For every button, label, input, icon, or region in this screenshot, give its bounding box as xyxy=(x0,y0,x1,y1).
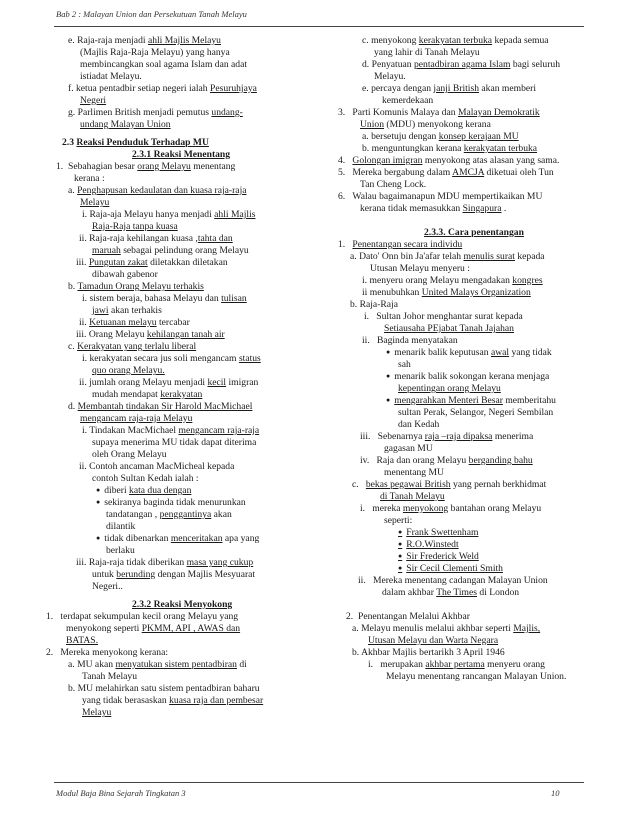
text: menyokong xyxy=(371,35,417,46)
text-line xyxy=(68,83,257,95)
text-line: Melayu xyxy=(82,707,112,718)
text-line xyxy=(66,623,240,635)
text-line xyxy=(92,569,255,581)
text-line xyxy=(362,287,531,299)
list-marker: b. xyxy=(68,683,76,694)
text: diberi xyxy=(104,485,127,496)
list-marker: a. xyxy=(68,659,75,670)
text: dalam akhbar xyxy=(382,587,434,598)
text-line: di Tanah Melayu xyxy=(380,491,445,502)
underlined-term: kerakyatan terbuka xyxy=(463,143,538,154)
subsection-heading: 2.3.2 Reaksi Menyokong xyxy=(132,599,233,610)
underlined-term: pentadbiran agama Islam xyxy=(413,59,511,70)
text-line: Melayu. xyxy=(374,71,406,82)
list-marker: 1. xyxy=(46,611,54,622)
list-marker: ii. xyxy=(79,461,87,472)
underlined-term: kata dua dengan xyxy=(129,485,192,496)
list-marker: i. xyxy=(82,425,88,436)
text-line xyxy=(68,185,247,197)
text-line xyxy=(362,335,458,347)
underlined-term: raja –raja dipaksa xyxy=(424,431,493,442)
text-line: Utusan Melayu dan Warta Negara xyxy=(368,635,499,646)
text: tidak dibenarkan xyxy=(104,533,169,544)
text-line: Tanah Melayu xyxy=(82,671,138,682)
text: Sultan Johor menghantar surat kepada xyxy=(376,311,523,322)
text-line: dilantik xyxy=(106,521,136,532)
underlined-term: Pesuruhjaya xyxy=(210,83,257,94)
text: merupakan xyxy=(380,659,423,670)
text-line xyxy=(362,143,537,155)
text: Mereka bergabung dalam xyxy=(352,167,451,178)
underlined-term: PKMM, API , AWAS dan xyxy=(141,623,241,634)
text-line: Melayu menentang rancangan Malayan Union. xyxy=(386,671,567,682)
text: apa yang xyxy=(224,533,260,544)
text: MU akan xyxy=(77,659,114,670)
underlined-term: Tamadun Orang Melayu terhakis xyxy=(77,281,204,292)
bullet-item xyxy=(386,395,556,408)
text: Raja-raja menjadi xyxy=(77,35,146,46)
text-line: quo orang Melayu. xyxy=(92,365,165,376)
underlined-term: masa yang cukup xyxy=(186,557,254,568)
text-line: contoh Sultan Kedah ialah : xyxy=(92,473,199,484)
text: tercabar xyxy=(158,317,190,328)
text-line: (Majlis Raja-Raja Melayu) yang hanya xyxy=(80,47,230,58)
text-line xyxy=(350,299,398,311)
underlined-term: menyatukan sistem pentadbiran xyxy=(115,659,237,670)
text-line xyxy=(362,131,519,143)
text: terdapat sekumpulan kecil orang Melayu yang xyxy=(60,611,239,622)
text-line xyxy=(92,305,162,317)
underlined-term: Malayan Demokratik xyxy=(457,107,540,118)
bullet-item: ● sekiranya baginda tidak menurunkan xyxy=(96,497,246,510)
bullet-item: ● Sir Frederick Weld xyxy=(398,551,479,564)
text-line: membincangkan soal agama Islam dan adat xyxy=(80,59,248,70)
text: Raja-Raja xyxy=(359,299,398,310)
text-line: gagasan MU xyxy=(384,443,433,454)
text: menentang xyxy=(193,161,236,172)
page-number: 10 xyxy=(551,788,560,798)
text-line: Negeri.. xyxy=(92,581,123,592)
text: tandatangan , xyxy=(106,509,158,520)
text-line: menentang MU xyxy=(384,467,444,478)
bullet-item xyxy=(96,485,191,498)
bullet-item: ● Frank Swettenham xyxy=(398,527,478,540)
text: Dato' Onn bin Ja'afar telah xyxy=(359,251,462,262)
text: kerakyatan secara jus soli mengancam xyxy=(89,353,237,364)
text-line: dibawah gabenor xyxy=(92,269,158,280)
list-marker: i. xyxy=(362,275,368,286)
list-marker: ii xyxy=(362,287,368,298)
text-line: BATAS. xyxy=(66,635,99,646)
list-marker: a. xyxy=(68,185,75,196)
text-line xyxy=(46,611,238,623)
text-line xyxy=(46,647,168,659)
text: Raja-raja kehilangan kuasa , xyxy=(89,233,198,244)
list-marker: iii. xyxy=(76,257,87,268)
list-marker: ii. xyxy=(79,233,87,244)
text-line xyxy=(352,479,546,491)
text-line: kerana : xyxy=(74,173,105,184)
text: yang tidak berasaskan xyxy=(82,695,167,706)
text-line xyxy=(68,683,260,695)
text: Sebahagian besar xyxy=(68,161,135,172)
underlined-term: Penghapusan kedaulatan dan kuasa raja-raja xyxy=(77,185,247,196)
list-marker: 2. xyxy=(46,647,54,658)
text: kepada semua xyxy=(494,35,549,46)
list-marker: 1. xyxy=(338,239,346,250)
text-line: Raja-Raja tanpa kuasa xyxy=(92,221,178,232)
text-line xyxy=(338,155,559,167)
text-line xyxy=(362,275,543,287)
underlined-term: undang- xyxy=(211,107,243,118)
text-line: sultan Perak, Selangor, Negeri Sembilan xyxy=(398,407,554,418)
text: Orang Melayu xyxy=(88,329,145,340)
text: memberitahu xyxy=(505,395,556,406)
text-line: istiadat Melayu. xyxy=(80,71,142,82)
text-line: Melayu xyxy=(80,197,110,208)
text: dengan Majlis Mesyuarat xyxy=(157,569,256,580)
text: imigran xyxy=(228,377,259,388)
text: Raja dan orang Melayu xyxy=(376,455,467,466)
list-marker: c. xyxy=(68,341,75,352)
section-number: 2.3 xyxy=(62,137,74,148)
text-line: yang lahir di Tanah Melayu xyxy=(374,47,480,58)
text-line xyxy=(338,107,540,119)
underlined-term: The Times xyxy=(436,587,477,598)
underlined-term: kecil xyxy=(207,377,227,388)
text-line xyxy=(338,167,554,179)
text: akan xyxy=(213,509,232,520)
text-line: Negeri xyxy=(80,95,107,106)
underlined-term: maruah xyxy=(92,245,121,256)
text-line xyxy=(352,647,505,659)
underlined-term: Ketuanan melayu xyxy=(89,317,157,328)
text: bagi seluruh xyxy=(512,59,560,70)
text-line xyxy=(92,245,249,257)
text: . xyxy=(503,203,507,214)
text-line xyxy=(82,353,261,365)
list-marker: i. xyxy=(82,353,88,364)
underlined-term: status xyxy=(238,353,261,364)
underlined-term: Majlis, xyxy=(513,623,541,634)
list-marker: i. xyxy=(82,293,88,304)
underlined-term: Pungutan zakat xyxy=(88,257,148,268)
list-marker: b. xyxy=(350,299,358,310)
bullet-item xyxy=(96,533,259,546)
running-header: Bab 2 : Malayan Union dan Persekutuan Tanah Melayu xyxy=(56,9,247,19)
text: Penentangan Melalui Akhbar xyxy=(358,611,470,622)
underlined-term: AMCJA xyxy=(452,167,485,178)
text-line xyxy=(360,119,491,131)
header-rule xyxy=(54,26,584,27)
text: menguntungkan kerana xyxy=(371,143,462,154)
text-line xyxy=(68,281,204,293)
text: jumlah orang Melayu menjadi xyxy=(89,377,206,388)
text-line xyxy=(338,191,542,203)
subsection-heading: 2.3.3. Cara penentangan xyxy=(424,227,524,238)
text: menarik balik keputusan xyxy=(394,347,489,358)
text: Mereka menyokong kerana: xyxy=(60,647,169,658)
list-marker: ii. xyxy=(79,377,87,388)
text-line xyxy=(360,503,541,515)
underlined-term: berganding bahu xyxy=(468,455,533,466)
text: Mereka menentang cadangan Malayan Union xyxy=(372,575,548,586)
text-line xyxy=(362,35,549,47)
text: Melayu menulis melalui akhbar seperti xyxy=(361,623,511,634)
text-line xyxy=(358,575,548,587)
list-marker: iii. xyxy=(76,557,87,568)
underlined-term: tulisan xyxy=(221,293,247,304)
list-marker: d. xyxy=(362,59,370,70)
underlined-term: menyokong xyxy=(402,503,449,514)
list-marker: c. xyxy=(362,35,369,46)
text: Sebenarnya xyxy=(377,431,423,442)
text-line xyxy=(68,401,252,413)
text: di xyxy=(239,659,247,670)
list-marker: ii. xyxy=(358,575,366,586)
text-line: seperti: xyxy=(384,515,413,526)
list-marker: iv. xyxy=(360,455,370,466)
text-line xyxy=(364,311,523,323)
text: mereka xyxy=(372,503,401,514)
list-marker: b. xyxy=(362,143,370,154)
underlined-term: United Malays Organization xyxy=(421,287,531,298)
text-line xyxy=(68,35,221,47)
text: menyeru orang Melayu mengadakan xyxy=(369,275,510,286)
list-marker: ii. xyxy=(79,317,87,328)
underlined-term: penggantinya xyxy=(159,509,212,520)
list-marker: e. xyxy=(68,35,75,46)
bullet-item: ● Sir Cecil Clementi Smith xyxy=(398,563,503,576)
text: menyeru orang xyxy=(487,659,545,670)
text-line xyxy=(362,59,560,71)
underlined-term: ahli Majlis Melayu xyxy=(147,35,221,46)
underlined-term: kerakyatan terbuka xyxy=(418,35,493,46)
text: (MDU) menyokong kerana xyxy=(386,119,491,130)
text: yang pernah berkhidmat xyxy=(453,479,547,490)
underlined-term: kerakyatan xyxy=(160,389,203,400)
underlined-term: ahli Majlis xyxy=(214,209,256,220)
text-line xyxy=(338,239,462,251)
text: sebagai pelindung orang Melayu xyxy=(123,245,249,256)
list-marker: 3. xyxy=(338,107,346,118)
list-marker: g. xyxy=(68,107,76,118)
underlined-term: janji British xyxy=(433,83,479,94)
underlined-term: Membantah tindakan Sir Harold MacMichael xyxy=(77,401,253,412)
list-marker: b. xyxy=(352,647,360,658)
text-line xyxy=(106,509,232,521)
text: Penyatuan xyxy=(371,59,412,70)
text: akan memberi xyxy=(481,83,537,94)
text: di London xyxy=(479,587,520,598)
list-marker: e. xyxy=(362,83,369,94)
text-line xyxy=(82,209,255,221)
text: percaya dengan xyxy=(371,83,432,94)
list-marker: iii. xyxy=(76,329,87,340)
text-line: oleh Orang Melayu xyxy=(92,449,167,460)
text-line: supaya menerima MU tidak dapat diterima xyxy=(92,437,257,448)
text-line xyxy=(79,233,233,245)
text: sistem beraja, bahasa Melayu dan xyxy=(89,293,219,304)
bullet-item: ● R.O.Winstedt xyxy=(398,539,459,552)
list-marker: i. xyxy=(364,311,370,322)
text: MU melahirkan satu sistem pentadbiran baharu xyxy=(77,683,260,694)
underlined-term: kongres xyxy=(512,275,543,286)
text-line xyxy=(362,83,536,95)
text-line xyxy=(68,659,247,671)
text: menubuhkan xyxy=(369,287,420,298)
text-line: sah xyxy=(398,359,411,370)
text: ketua pentadbir setiap negeri ialah xyxy=(76,83,208,94)
underlined-term: awal xyxy=(490,347,510,358)
underlined-term: berunding xyxy=(116,569,156,580)
underlined-term: orang Melayu xyxy=(137,161,191,172)
underlined-term: Kerakyatan yang terlalu liberal xyxy=(77,341,197,352)
text: Tindakan MacMichael xyxy=(89,425,177,436)
underlined-term: jawi xyxy=(92,305,109,316)
list-marker: i. xyxy=(368,659,374,670)
footer-rule xyxy=(54,782,584,783)
text-line xyxy=(368,659,545,671)
text-line: Tan Cheng Lock. xyxy=(360,179,427,190)
text: untuk xyxy=(92,569,114,580)
underlined-term: kuasa raja dan pembesar xyxy=(169,695,264,706)
text-line xyxy=(76,329,225,341)
list-marker: 1. xyxy=(56,161,64,172)
list-marker: i. xyxy=(82,209,88,220)
underlined-term: menceritakan xyxy=(170,533,223,544)
text-line: Utusan Melayu menyeru : xyxy=(370,263,470,274)
underlined-term: mengarahkan Menteri Besar xyxy=(394,395,503,406)
section-title: Reaksi Penduduk Terhadap MU xyxy=(76,137,209,148)
text-line xyxy=(82,695,263,707)
text: Contoh ancaman MacMicheal kepada xyxy=(89,461,235,472)
list-marker: f. xyxy=(68,83,74,94)
underlined-term: Golongan imigran xyxy=(352,155,423,166)
list-marker: 2. xyxy=(346,611,354,622)
text: Raja-aja Melayu hanya menjadi xyxy=(89,209,212,220)
running-footer: Modul Baja Bina Sejarah Tingkatan 3 xyxy=(56,788,186,798)
text: akan terhakis xyxy=(110,305,162,316)
text: yang tidak xyxy=(511,347,552,358)
text-line: berlaku xyxy=(106,545,135,556)
bullet-item: ● menarik balik sokongan kerana menjaga xyxy=(386,371,549,384)
list-marker: ii. xyxy=(362,335,370,346)
text-line xyxy=(79,317,190,329)
text-line xyxy=(346,611,470,623)
underlined-term: kehilangan tanah air xyxy=(146,329,225,340)
text: Parlimen British menjadi pemutus xyxy=(77,107,209,118)
underlined-term: akhbar pertama xyxy=(425,659,485,670)
text: bantahan orang Melayu xyxy=(450,503,542,514)
text: Raja-raja tidak diberikan xyxy=(88,557,185,568)
text: Akhbar Majlis bertarikh 3 April 1946 xyxy=(361,647,505,658)
text-line xyxy=(360,203,506,215)
underlined-term: Singapura xyxy=(462,203,502,214)
text-line xyxy=(350,251,545,263)
text-line: kepentingan orang Melayu xyxy=(398,383,501,394)
text-line: kemerdekaan xyxy=(382,95,434,106)
list-marker: 4. xyxy=(338,155,346,166)
list-marker: 6. xyxy=(338,191,346,202)
text-line xyxy=(56,161,235,173)
list-marker: 5. xyxy=(338,167,346,178)
bullet-item xyxy=(386,347,552,360)
text: menyokong seperti xyxy=(66,623,140,634)
list-marker: a. xyxy=(352,623,359,634)
text-line xyxy=(352,623,540,635)
subsection-heading: 2.3.1 Reaksi Menentang xyxy=(132,149,231,160)
text-line: Setiausaha PEjabat Tanah Jajahan xyxy=(384,323,514,334)
underlined-term: tahta dan xyxy=(197,233,233,244)
underlined-term: Penentangan secara individu xyxy=(352,239,463,250)
text-line: undang Malayan Union xyxy=(80,119,171,130)
text-line xyxy=(79,377,258,389)
text-line xyxy=(82,425,259,437)
text-line xyxy=(360,431,533,443)
list-marker: i. xyxy=(360,503,366,514)
underlined-term: Union xyxy=(360,119,384,130)
text-line xyxy=(92,389,202,401)
text: kepada xyxy=(517,251,545,262)
text: diketuai oleh Tun xyxy=(486,167,554,178)
text: menerima xyxy=(494,431,534,442)
list-marker: c. xyxy=(352,479,359,490)
text: mudah mendapat xyxy=(92,389,158,400)
text: diletakkan diletakan xyxy=(150,257,228,268)
text-line: mengancam raja-raja Melayu xyxy=(80,413,193,424)
text-line xyxy=(382,587,519,599)
text: Walau bagaimanapun MDU mempertikaikan MU xyxy=(352,191,543,202)
list-marker: b. xyxy=(68,281,76,292)
underlined-term: bekas pegawai British xyxy=(365,479,451,490)
text: bersetuju dengan xyxy=(371,131,437,142)
text-line: dan Kedah xyxy=(398,419,440,430)
text: Baginda menyatakan xyxy=(376,335,458,346)
text-line xyxy=(76,557,253,569)
section-heading xyxy=(62,137,209,149)
underlined-term: konsep kerajaan MU xyxy=(438,131,519,142)
list-marker: iii. xyxy=(360,431,371,442)
text-line xyxy=(79,461,234,473)
list-marker: a. xyxy=(362,131,369,142)
text-line xyxy=(68,107,243,119)
list-marker: a. xyxy=(350,251,357,262)
list-marker: d. xyxy=(68,401,76,412)
text: kerana tidak memasukkan xyxy=(360,203,461,214)
text-line xyxy=(360,455,533,467)
text-line xyxy=(82,293,247,305)
text: Parti Komunis Malaya dan xyxy=(352,107,456,118)
text: menyokong atas alasan yang sama. xyxy=(424,155,560,166)
text-line xyxy=(76,257,228,269)
text-line xyxy=(68,341,196,353)
underlined-term: mengancam raja-raja xyxy=(178,425,260,436)
underlined-term: menulis surat xyxy=(463,251,515,262)
